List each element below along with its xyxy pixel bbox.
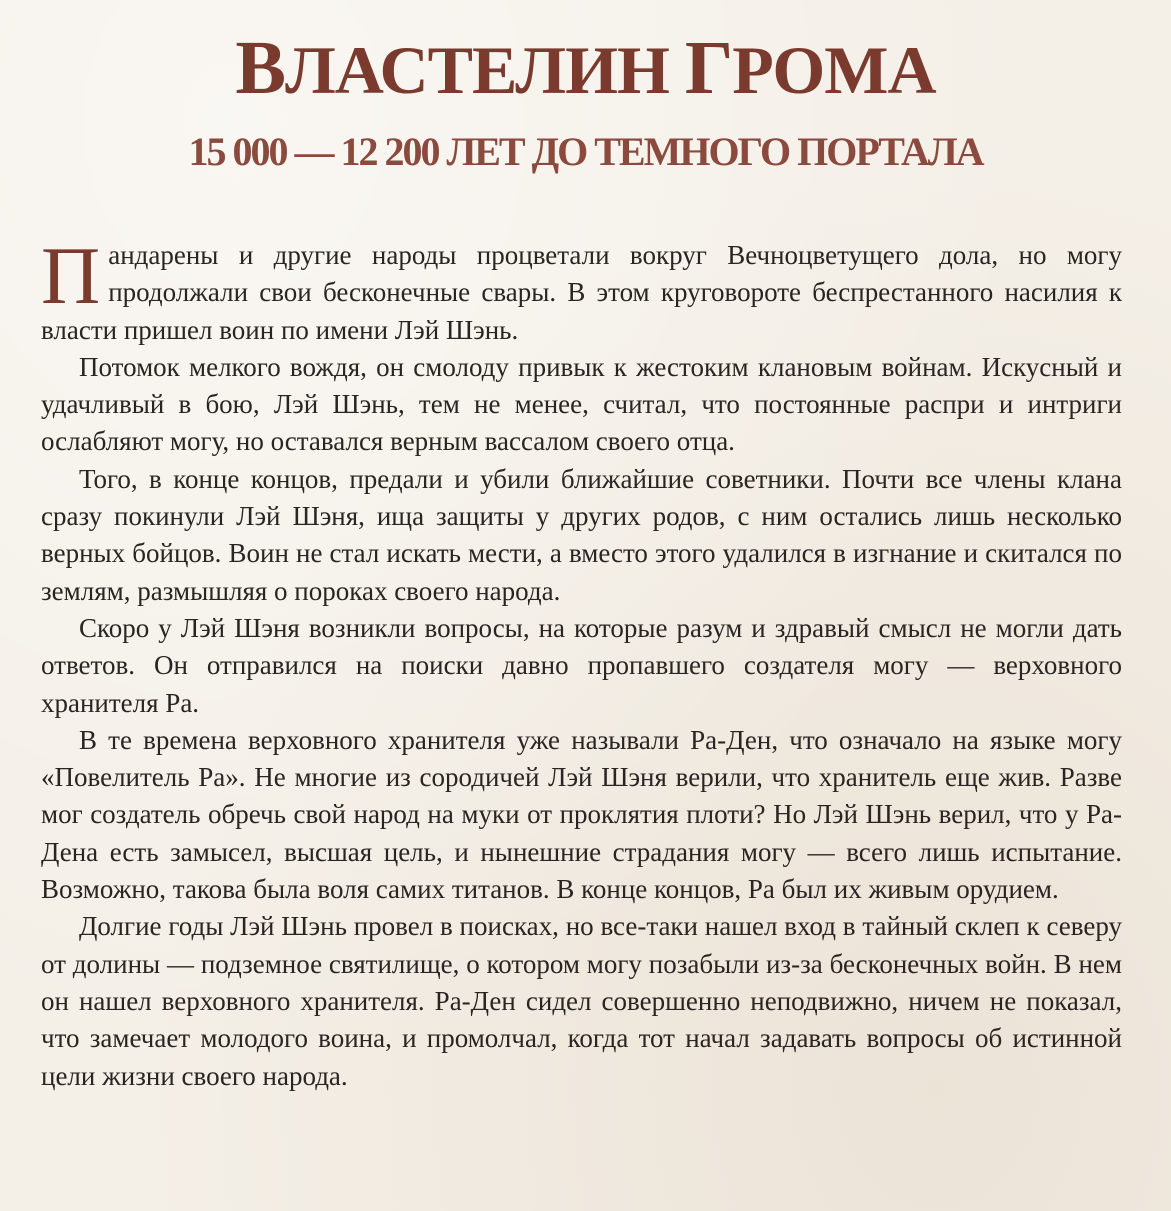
paragraph-6: Долгие годы Лэй Шэнь провел в поисках, но все-таки нашел вход в тайный склеп к северу от долины — подземное святилище, о котором могу позабыли из-за бесконечных войн. В нем он нашел верховного хранителя. Ра-Ден сидел совершенно неподвижно, ничем не показал, что замечает молодого воина, и промолчал, когда тот начал задавать вопросы об истинной цели жизни своего народа. <box>41 911 1122 1091</box>
paragraph-1-text: андарены и другие народы процветали вокруг Вечноцветущего дола, но могу продолжали свои бесконечные свары. В этом круговороте беспрестанного насилия к власти пришел воин по имени Лэй Шэнь. <box>41 240 1122 345</box>
paragraph-5: В те времена верховного хранителя уже называли Ра-Ден, что означало на языке могу «Повелитель Ра». Не многие из сородичей Лэй Шэня верили, что хранитель еще жив. Разве мог создатель обречь свой народ на муки от проклятия плоти? Но Лэй Шэнь верил, что у Ра-Дена есть замысел, высшая цель, и нынешние страдания могу — всего лишь испытание. Возможно, такова была воля самих титанов. В конце концов, Ра был их живым орудием. <box>41 724 1122 905</box>
paragraph-2: Потомок мелкого вождя, он смолоду привык к жестоким клановым войнам. Искусный и удачливый в бою, Лэй Шэнь, тем не менее, считал, что постоянные распри и интриги ослабляют могу, но оставался верным вассалом своего отца. <box>41 351 1122 457</box>
title-part-1: ЛАСТЕЛИН <box>285 32 685 108</box>
title-initial-2: Г <box>684 26 733 110</box>
drop-cap: П <box>41 230 101 321</box>
page-title <box>0 28 1171 110</box>
paragraph-1 <box>41 230 1122 349</box>
paragraph-3: Того, в конце концов, предали и убили ближайшие советники. Почти все члены клана сразу покинули Лэй Шэня, ища защиты у других родов, с ним остались лишь несколько верных бойцов. Воин не стал искать мести, а вместо этого удалился в изгнание и скитался по землям, размышляя о пороках своего народа. <box>41 463 1122 606</box>
title-initial-1: В <box>235 26 286 110</box>
page-subtitle: 15 000 — 12 200 ЛЕТ ДО ТЕМНОГО ПОРТАЛА <box>188 129 983 174</box>
title-part-2: РОМА <box>732 32 936 108</box>
paragraph-4: Скоро у Лэй Шэня возникли вопросы, на которые разум и здравый смысл не могли дать ответов. Он отправился на поиски давно пропавшего создателя могу — верховного хранителя Ра. <box>41 612 1122 718</box>
article-body <box>41 230 1122 1095</box>
